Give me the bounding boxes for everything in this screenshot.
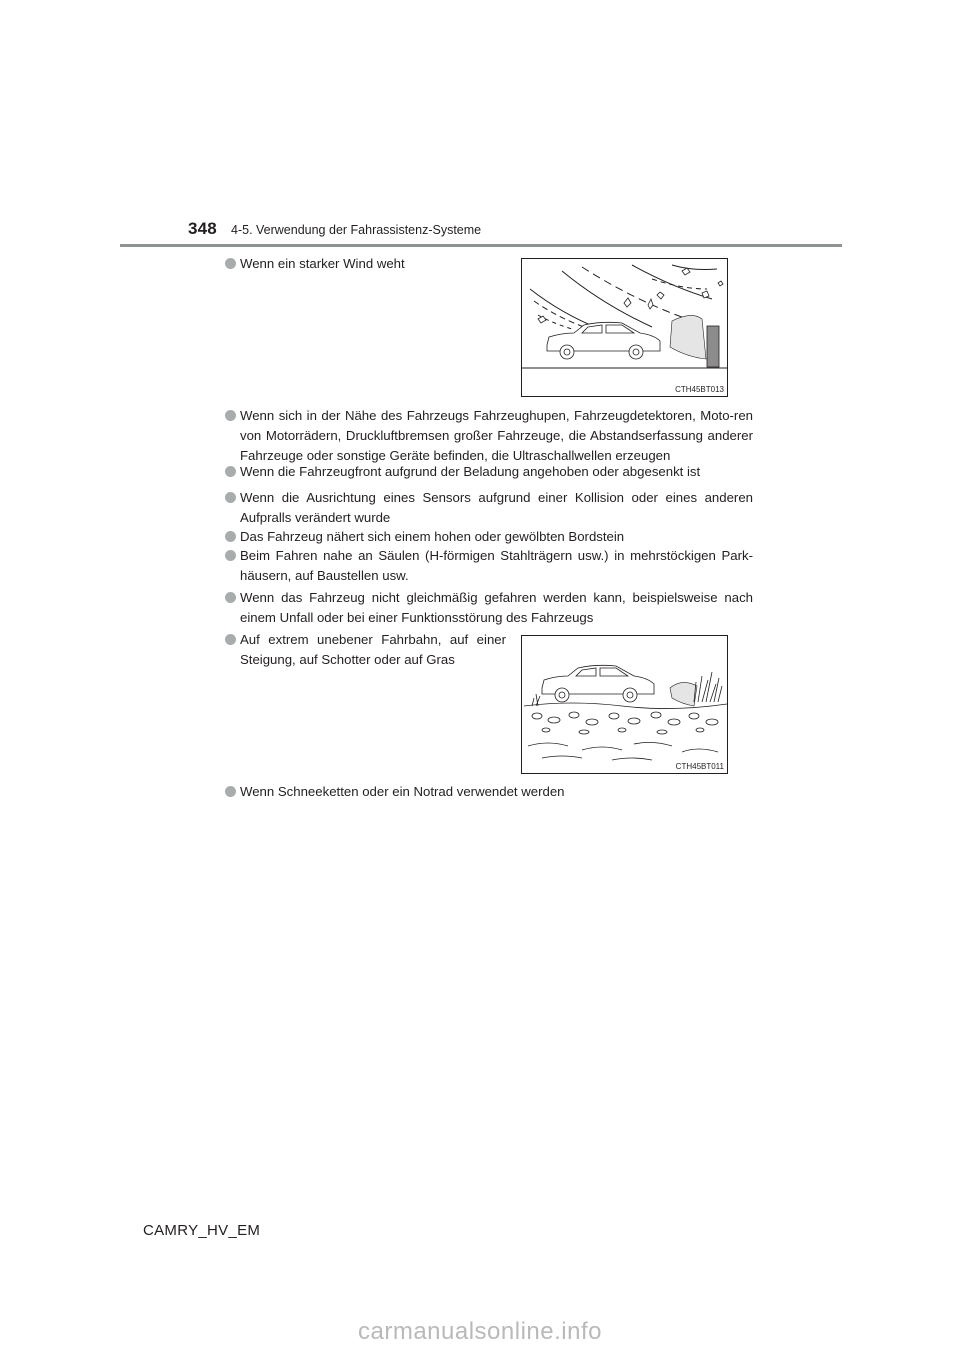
bullet-text: Wenn sich in der Nähe des Fahrzeugs Fahrzeughupen, Fahrzeugdetektoren, Moto-ren von Motorrädern, Druckluftbremsen großer Fahrzeuge, die Abstandserfassung anderer Fahrzeuge oder sonstige Geräte befinden, die Ultraschallwellen erzeugen [240,408,753,463]
figure-strong-wind [521,258,728,397]
bullet-icon [225,410,236,421]
car-in-wind-illustration-icon [522,259,727,396]
bullet-item [224,630,506,670]
bullet-item [224,462,753,482]
bullet-text: Wenn die Fahrzeugfront aufgrund der Beladung angehoben oder abgesenkt ist [240,464,701,479]
bullet-item [224,546,753,586]
bullet-icon [225,786,236,797]
figure-code: CTH45BT013 [675,385,724,394]
model-code: CAMRY_HV_EM [143,1222,261,1239]
bullet-text: Wenn Schneeketten oder ein Notrad verwendet werden [240,784,565,799]
bullet-icon [225,466,236,477]
bullet-icon [225,634,236,645]
bullet-icon [225,550,236,561]
bullet-text: Das Fahrzeug nähert sich einem hohen oder gewölbten Bordstein [240,529,625,544]
bullet-item [224,254,506,274]
bullet-icon [225,258,236,269]
bullet-icon [225,492,236,503]
bullet-item [224,406,753,466]
section-title: 4-5. Verwendung der Fahrassistenz-Systeme [231,223,482,237]
bullet-item [224,527,753,547]
page-number: 348 [188,219,217,238]
bullet-text: Wenn die Ausrichtung eines Sensors aufgrund einer Kollision oder eines anderen Aufpralls verändert wurde [240,490,753,525]
bullet-text: Beim Fahren nahe an Säulen (H-förmigen Stahlträgern usw.) in mehrstöckigen Park-häusern, auf Baustellen usw. [240,548,753,583]
bullet-item [224,588,753,628]
bullet-text: Wenn ein starker Wind weht [240,256,405,271]
bullet-text: Auf extrem unebener Fahrbahn, auf einer Steigung, auf Schotter oder auf Gras [240,632,506,667]
watermark: carmanualsonline.info [358,1318,602,1345]
figure-code: CTH45BT011 [675,762,724,771]
bullet-item [224,488,753,528]
bullet-icon [225,592,236,603]
bullet-text: Wenn das Fahrzeug nicht gleichmäßig gefahren werden kann, beispielsweise nach einem Unfall oder bei einer Funktionsstörung des Fahrzeugs [240,590,753,625]
figure-rough-road [521,635,728,774]
header-divider [120,244,842,247]
bullet-item [224,782,753,802]
car-on-rough-road-illustration-icon [522,636,727,773]
bullet-icon [225,531,236,542]
